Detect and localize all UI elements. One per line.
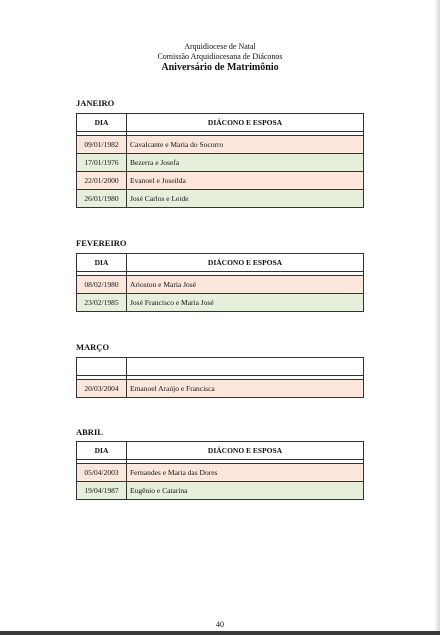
table-row [77,190,364,208]
column-header-day: DIA [77,114,127,132]
row-names: Arioston e Maria José [127,276,364,294]
page-title: Aniversário de Matrimônio [161,62,279,73]
bottom-edge-bar [0,631,440,635]
row-date: 22/01/2000 [77,172,127,190]
table-row [77,154,364,172]
month-heading-abril: ABRIL [76,427,103,437]
month-heading-marco: MARÇO [76,342,110,352]
row-names: José Carlos e Leide [127,190,364,208]
table-row [77,172,364,190]
row-names: Eugênio e Catarina [127,482,364,500]
table-row [77,380,364,398]
header-archdiocese: Arquidiocese de Natal [184,42,256,51]
table-row [77,294,364,312]
table-row [77,482,364,500]
table-row [77,276,364,294]
page-edge-shadow [434,0,440,635]
page-number: 40 [216,620,224,629]
table-row [77,136,364,154]
column-header-day: DIA [77,442,127,460]
column-header-names [127,358,364,376]
row-names: Evanoel e Joseilda [127,172,364,190]
table-header-row [77,254,364,272]
month-heading-fevereiro: FEVEREIRO [76,238,127,248]
column-header-day [77,358,127,376]
row-date: 09/01/1982 [77,136,127,154]
table-header-row [77,358,364,376]
row-date: 23/02/1985 [77,294,127,312]
table-abril [76,441,364,500]
column-header-day: DIA [77,254,127,272]
row-names: José Francisco e Maria José [127,294,364,312]
row-date: 20/03/2004 [77,380,127,398]
month-heading-janeiro: JANEIRO [76,98,115,108]
row-date: 17/01/1976 [77,154,127,172]
document-header [0,42,440,74]
row-date: 26/01/1980 [77,190,127,208]
table-header-row [77,114,364,132]
table-fevereiro [76,253,364,312]
column-header-names: DIÁCONO E ESPOSA [127,254,364,272]
column-header-names: DIÁCONO E ESPOSA [127,114,364,132]
table-header-row [77,442,364,460]
row-names: Fernandes e Maria das Dores [127,464,364,482]
header-commission: Comissão Arquidiocesana de Diáconos [157,52,283,61]
row-names: Bezerra e Josefa [127,154,364,172]
column-header-names: DIÁCONO E ESPOSA [127,442,364,460]
table-janeiro [76,113,364,208]
table-marco [76,357,364,398]
row-names: Emanoel Araújo e Francisca [127,380,364,398]
row-date: 08/02/1980 [77,276,127,294]
row-date: 05/04/2003 [77,464,127,482]
row-names: Cavalcante e Maria do Socorro [127,136,364,154]
table-row [77,464,364,482]
row-date: 19/04/1987 [77,482,127,500]
